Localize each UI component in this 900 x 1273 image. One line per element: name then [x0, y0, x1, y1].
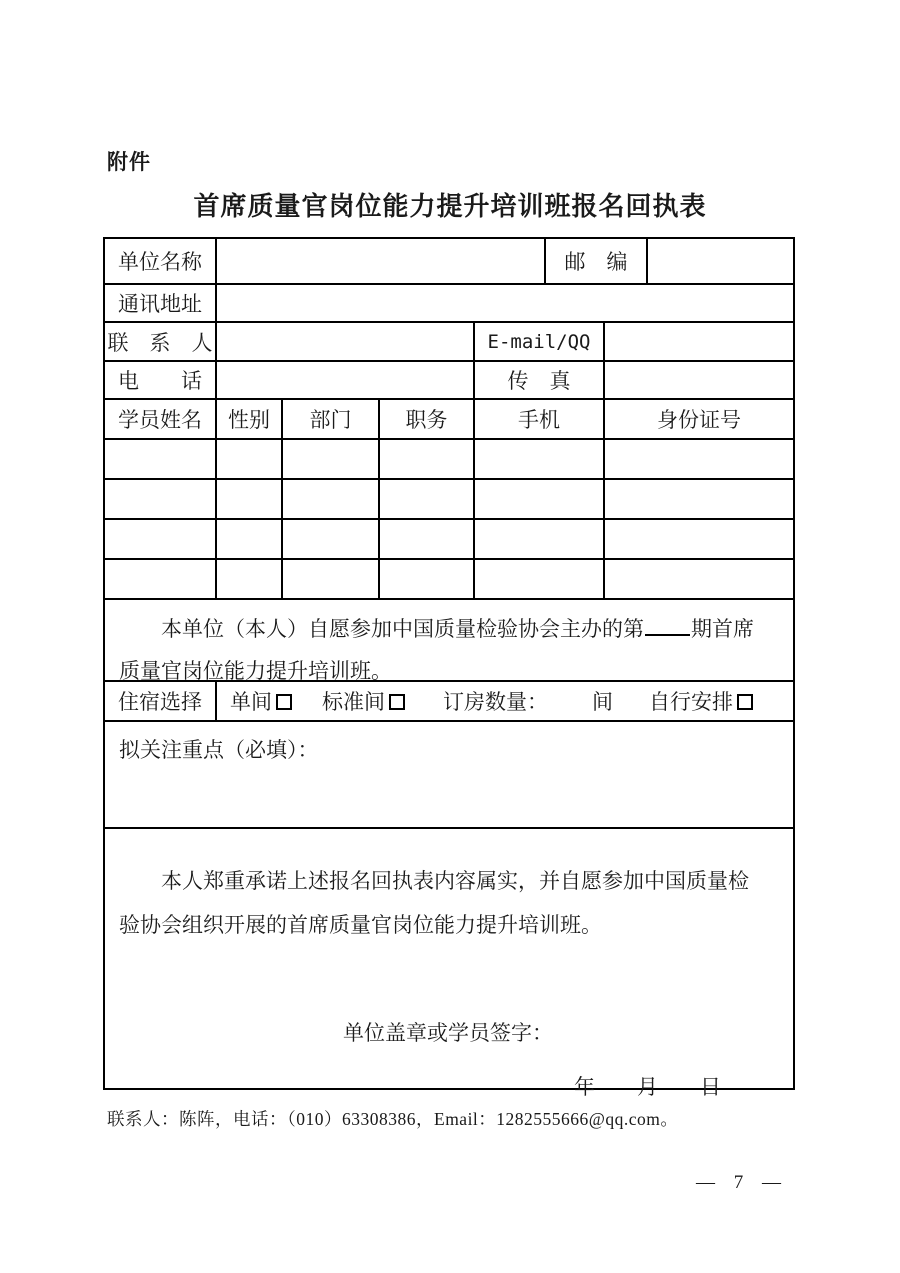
row-contact	[105, 323, 793, 362]
contact-person-label: 联 系 人	[105, 323, 217, 360]
email-qq-input-cell[interactable]	[605, 323, 793, 360]
gender-cell[interactable]	[217, 560, 283, 598]
gender-cell[interactable]	[217, 480, 283, 518]
participation-line1	[119, 608, 777, 650]
postal-code-input-cell[interactable]	[648, 239, 793, 283]
page-number: — 7 —	[696, 1172, 788, 1193]
department-cell[interactable]	[283, 440, 380, 478]
attachment-label: 附件	[107, 150, 151, 174]
self-arranged-option	[649, 686, 753, 716]
mobile-cell[interactable]	[475, 560, 605, 598]
phone-input-cell[interactable]	[217, 362, 475, 398]
department-cell[interactable]	[283, 480, 380, 518]
student-empty-row	[105, 440, 793, 480]
signature-label[interactable]: 单位盖章或学员签字：	[343, 1021, 553, 1045]
mobile-cell[interactable]	[475, 480, 605, 518]
promise-block	[105, 829, 793, 1109]
gender-cell[interactable]	[217, 520, 283, 558]
session-number-blank[interactable]	[645, 631, 690, 636]
postal-code-label: 邮 编	[546, 239, 648, 283]
address-input-cell[interactable]	[217, 285, 793, 321]
single-room-label: 单间	[230, 690, 272, 714]
fax-label: 传 真	[475, 362, 605, 398]
student-name-cell[interactable]	[105, 480, 217, 518]
single-room-option	[230, 686, 292, 716]
unit-name-input-cell[interactable]	[217, 239, 546, 283]
standard-room-label: 标准间	[322, 690, 385, 714]
focus-label[interactable]: 拟关注重点（必填）：	[119, 738, 319, 762]
id-number-cell[interactable]	[605, 520, 793, 558]
id-number-cell[interactable]	[605, 480, 793, 518]
student-name-cell[interactable]	[105, 520, 217, 558]
self-arranged-label: 自行安排	[649, 690, 733, 714]
student-name-cell[interactable]	[105, 440, 217, 478]
standard-room-checkbox[interactable]	[389, 694, 405, 710]
mobile-cell[interactable]	[475, 440, 605, 478]
department-header: 部门	[283, 400, 380, 438]
row-unit-name	[105, 239, 793, 285]
self-arranged-checkbox[interactable]	[737, 694, 753, 710]
participation-line2: 质量官岗位能力提升培训班。	[119, 659, 392, 683]
accommodation-options	[217, 682, 793, 720]
promise-row	[105, 829, 793, 1109]
id-number-cell[interactable]	[605, 440, 793, 478]
participation-text-after: 期首席	[691, 617, 754, 641]
single-room-checkbox[interactable]	[276, 694, 292, 710]
date-label: 年 月 日	[574, 1075, 721, 1099]
position-cell[interactable]	[380, 560, 475, 598]
mobile-header: 手机	[475, 400, 605, 438]
student-table-header-row	[105, 400, 793, 440]
promise-line1: 本人郑重承诺上述报名回执表内容属实，并自愿参加中国质量检	[161, 869, 749, 893]
unit-name-label: 单位名称	[105, 239, 217, 283]
footer-contact-info: 联系人：陈阵，电话：（010）63308386，Email：1282555666@qq.com。	[107, 1109, 679, 1129]
promise-line2: 验协会组织开展的首席质量官岗位能力提升培训班。	[119, 913, 602, 937]
id-number-header: 身份证号	[657, 408, 741, 432]
position-cell[interactable]	[380, 440, 475, 478]
student-empty-row	[105, 560, 793, 600]
participation-text-before: 本单位（本人）自愿参加中国质量检验协会主办的第	[161, 617, 644, 641]
page-title: 首席质量官岗位能力提升培训班报名回执表	[193, 192, 707, 221]
registration-form-table	[103, 237, 795, 1099]
row-address	[105, 285, 793, 323]
mobile-cell[interactable]	[475, 520, 605, 558]
department-cell[interactable]	[283, 560, 380, 598]
participation-statement	[105, 600, 793, 683]
department-cell[interactable]	[283, 520, 380, 558]
student-empty-row	[105, 520, 793, 560]
phone-label: 电 话	[105, 362, 217, 398]
fax-input-cell[interactable]	[605, 362, 793, 398]
student-name-header: 学员姓名	[105, 400, 217, 438]
accommodation-row	[105, 682, 793, 722]
row-phone	[105, 362, 793, 400]
position-cell[interactable]	[380, 520, 475, 558]
position-cell[interactable]	[380, 480, 475, 518]
student-empty-row	[105, 480, 793, 520]
standard-room-option	[322, 686, 405, 716]
address-label: 通讯地址	[105, 285, 217, 321]
booking-quantity-unit: 间	[592, 690, 613, 714]
gender-header: 性别	[217, 400, 283, 438]
student-name-cell[interactable]	[105, 560, 217, 598]
position-header: 职务	[380, 400, 475, 438]
focus-row	[105, 722, 793, 829]
id-number-cell[interactable]	[605, 560, 793, 598]
contact-person-input-cell[interactable]	[217, 323, 475, 360]
participation-statement-row	[105, 600, 793, 682]
accommodation-label: 住宿选择	[105, 682, 217, 720]
booking-quantity-label: 订房数量：	[443, 690, 548, 714]
email-qq-label: E-mail/QQ	[475, 323, 605, 360]
gender-cell[interactable]	[217, 440, 283, 478]
